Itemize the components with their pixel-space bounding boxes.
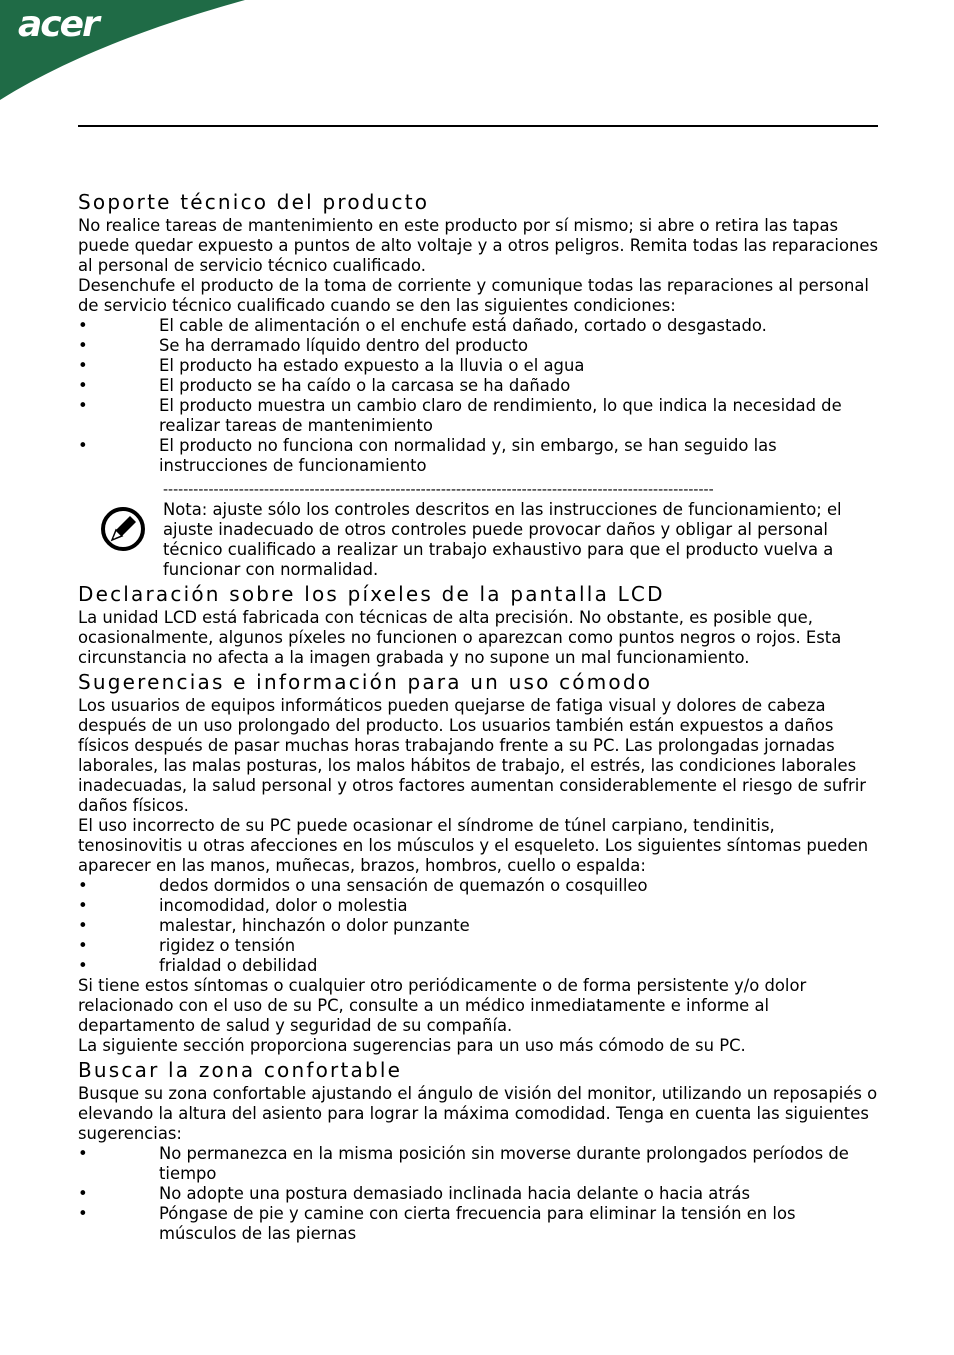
paragraph: El uso incorrecto de su PC puede ocasionar el síndrome de túnel carpiano, tendinitis, tenosinovitis u otras afecciones en los músculos y el esqueleto. Los siguientes síntomas pueden aparecer en las manos, muñecas, brazos, hombros, cuello o espalda: xyxy=(78,816,869,875)
heading-sugerencias: Sugerencias e información para un uso cómodo xyxy=(78,670,653,694)
paragraph: No realice tareas de mantenimiento en este producto por sí mismo; si abre o retira las tapas puede quedar expuesto a puntos de alto voltaje y a otros peligros. Remita todas las reparaciones al personal de servicio técnico cualificado. xyxy=(78,216,879,275)
paragraph: Los usuarios de equipos informáticos pueden quejarse de fatiga visual y dolores de cabeza después de un uso prolongado del producto. Los usuarios también están expuestos a daños físicos después de pasar muchas horas trabajando frente a su PC. Las prolongadas jornadas laborales, las malas posturas, los malos hábitos de trabajo, el estrés, las condiciones laborales inadecuadas, la salud personal y otros factores aumentan considerablemente el riesgo de sufrir daños físicos. xyxy=(78,696,867,815)
list-item: • Póngase de pie y camine con cierta frecuencia para eliminar la tensión en los músculos de las piernas xyxy=(78,1204,796,1243)
paragraph: La siguiente sección proporciona sugerencias para un uso más cómodo de su PC. xyxy=(78,1036,746,1055)
bullet-list-zona xyxy=(78,1144,878,1244)
bullet-icon: • xyxy=(78,316,88,335)
note-box xyxy=(78,480,878,580)
list-item: • El producto muestra un cambio claro de rendimiento, lo que indica la necesidad de realizar tareas de mantenimiento xyxy=(78,396,842,435)
document-body xyxy=(78,188,878,1244)
bullet-icon: • xyxy=(78,436,88,455)
list-item: • Se ha derramado líquido dentro del producto xyxy=(78,336,529,355)
header-rule xyxy=(78,125,878,127)
acer-banner xyxy=(0,0,260,104)
list-item: • rigidez o tensión xyxy=(78,936,296,955)
bullet-icon: • xyxy=(78,956,88,975)
bullet-icon: • xyxy=(78,1144,88,1163)
heading-zona: Buscar la zona confortable xyxy=(78,1058,403,1082)
bullet-icon: • xyxy=(78,916,88,935)
bullet-icon: • xyxy=(78,1204,88,1223)
note-divider: ------------------------------------------------------------------------------------------------------------- xyxy=(163,482,714,498)
paragraph: La unidad LCD está fabricada con técnicas de alta precisión. No obstante, es posible que, ocasionalmente, algunos píxeles no funcionen o aparezcan como puntos negros o rojos. Esta circunstancia no afecta a la imagen grabada y no supone un mal funcionamiento. xyxy=(78,608,842,667)
bullet-icon: • xyxy=(78,376,88,395)
list-item: • El producto no funciona con normalidad y, sin embargo, se han seguido las instrucciones de funcionamiento xyxy=(78,436,777,475)
bullet-icon: • xyxy=(78,876,88,895)
bullet-icon: • xyxy=(78,896,88,915)
list-item: • El producto ha estado expuesto a la lluvia o el agua xyxy=(78,356,585,375)
heading-soporte: Soporte técnico del producto xyxy=(78,190,430,214)
list-item: • No permanezca en la misma posición sin moverse durante prolongados períodos de tiempo xyxy=(78,1144,849,1183)
note-pen-icon xyxy=(100,506,146,552)
heading-lcd: Declaración sobre los píxeles de la pantalla LCD xyxy=(78,582,665,606)
paragraph: Desenchufe el producto de la toma de corriente y comunique todas las reparaciones al personal de servicio técnico cualificado cuando se den las siguientes condiciones: xyxy=(78,276,869,315)
acer-logo: acer xyxy=(18,4,98,45)
list-item: • No adopte una postura demasiado inclinada hacia delante o hacia atrás xyxy=(78,1184,751,1203)
list-item: • malestar, hinchazón o dolor punzante xyxy=(78,916,470,935)
paragraph: Busque su zona confortable ajustando el ángulo de visión del monitor, utilizando un reposapiés o elevando la altura del asiento para lograr la máxima comodidad. Tenga en cuenta las siguientes sugerencias: xyxy=(78,1084,878,1143)
list-item: • incomodidad, dolor o molestia xyxy=(78,896,408,915)
list-item: • frialdad o debilidad xyxy=(78,956,318,975)
bullet-icon: • xyxy=(78,356,88,375)
bullet-list-soporte xyxy=(78,316,878,476)
list-item: • El producto se ha caído o la carcasa se ha dañado xyxy=(78,376,571,395)
bullet-icon: • xyxy=(78,396,88,415)
paragraph: Si tiene estos síntomas o cualquier otro periódicamente o de forma persistente y/o dolor relacionado con el uso de su PC, consulte a un médico inmediatamente e informe al departamento de salud y seguridad de su compañía. xyxy=(78,976,807,1035)
bullet-icon: • xyxy=(78,936,88,955)
list-item: • dedos dormidos o una sensación de quemazón o cosquilleo xyxy=(78,876,648,895)
list-item: • El cable de alimentación o el enchufe está dañado, cortado o desgastado. xyxy=(78,316,767,335)
bullet-icon: • xyxy=(78,336,88,355)
bullet-list-sintomas xyxy=(78,876,878,976)
note-text: Nota: ajuste sólo los controles descritos en las instrucciones de funcionamiento; el ajuste inadecuado de otros controles puede provocar daños y obligar al personal técnico cualificado a realizar un trabajo exhaustivo para que el producto vuelva a funcionar con normalidad. xyxy=(163,500,842,579)
bullet-icon: • xyxy=(78,1184,88,1203)
